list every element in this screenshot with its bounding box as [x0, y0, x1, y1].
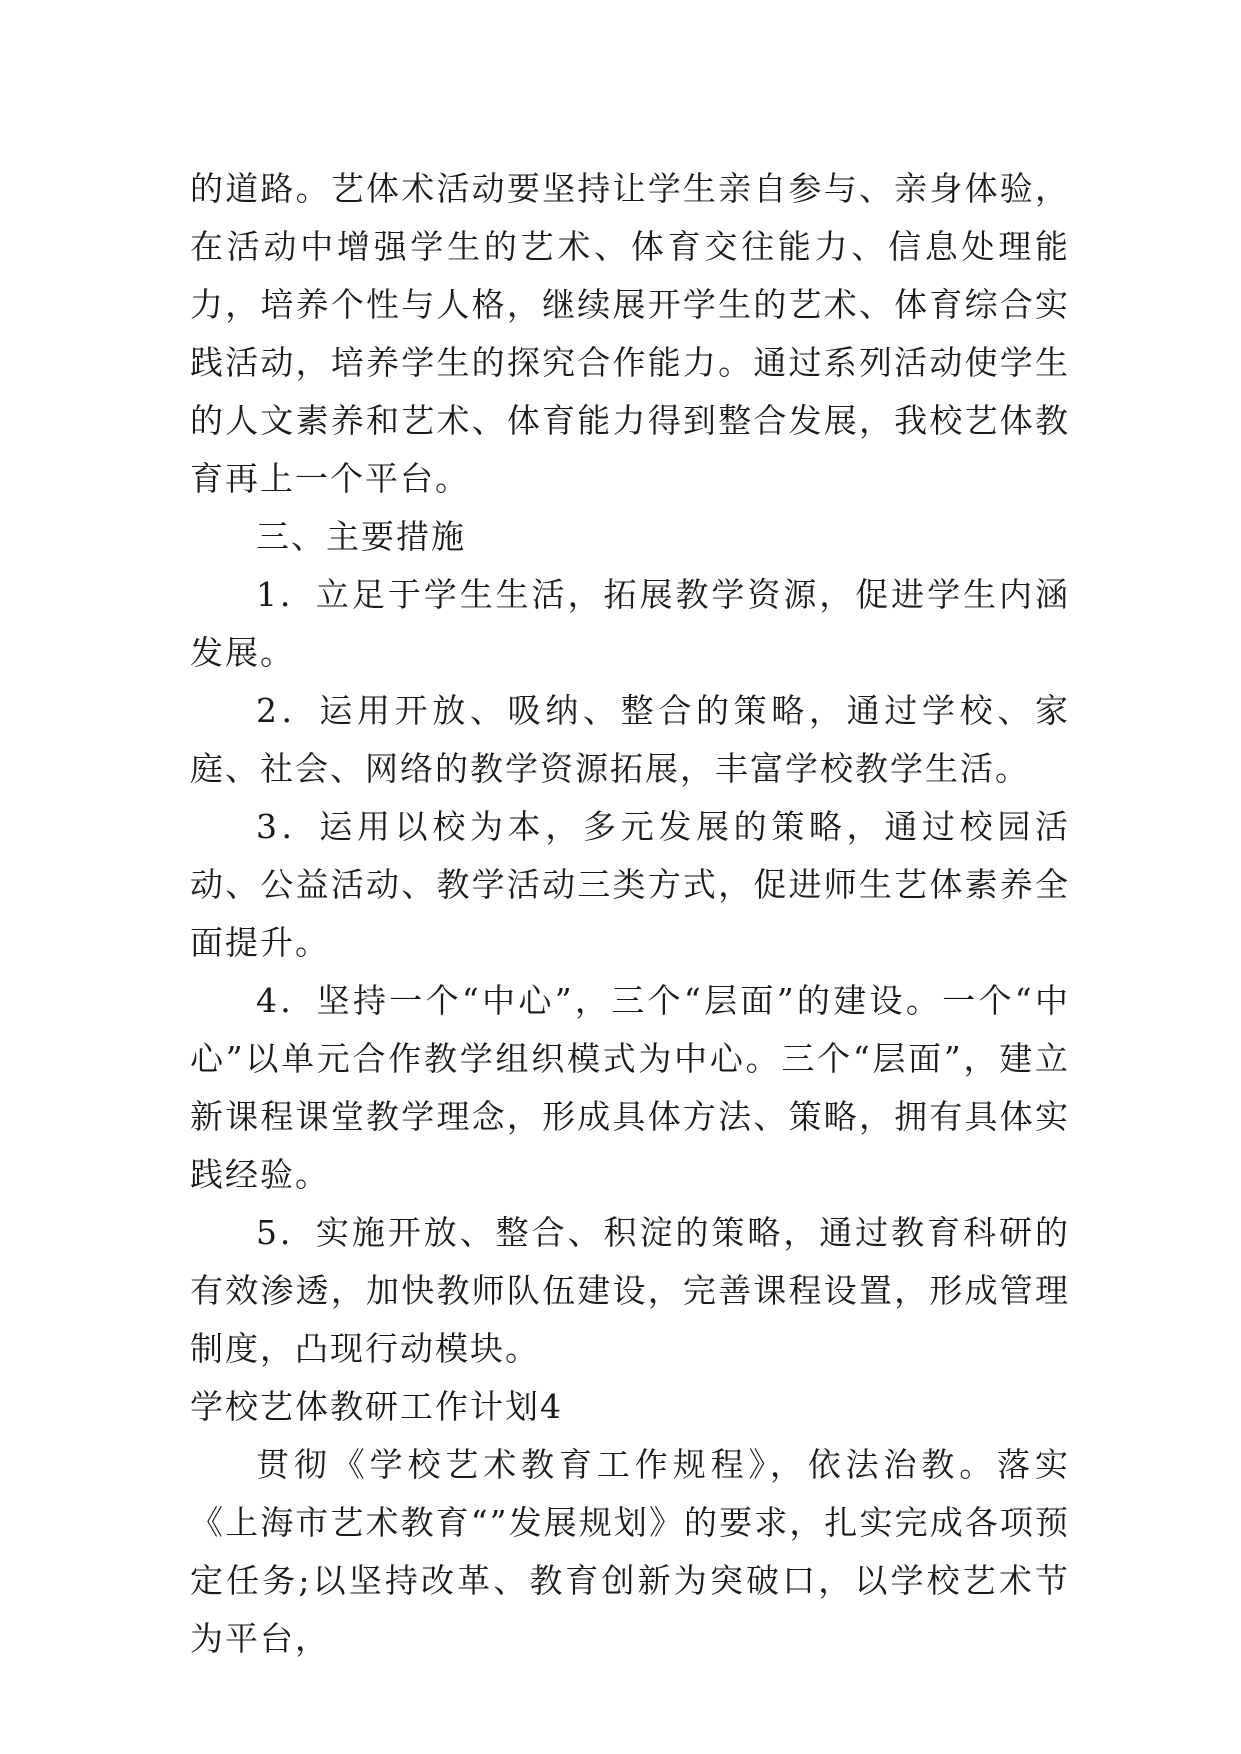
paragraph-measure-4: 4．坚持一个“中心”，三个“层面”的建设。一个“中心”以单元合作教学组织模式为中心。三个“层面”，建立新课程课堂教学理念，形成具体方法、策略，拥有具体实践经验。: [190, 981, 1070, 1194]
paragraph-continuation: 的道路。艺体术活动要坚持让学生亲自参与、亲身体验，在活动中增强学生的艺术、体育交往能力、信息处理能力，培养个性与人格，继续展开学生的艺术、体育综合实践活动，培养学生的探究合作能力。通过系列活动使学生的人文素养和艺术、体育能力得到整合发展，我校艺体教育再上一个平台。: [190, 169, 1070, 498]
subheading-main-measures: 三、主要措施: [256, 517, 466, 556]
paragraph-plan-4-intro: 贯彻《学校艺术教育工作规程》，依法治教。落实《上海市艺术教育“”发展规划》的要求，扎实完成各项预定任务;以坚持改革、教育创新为突破口，以学校艺术节为平台，: [190, 1445, 1070, 1658]
paragraph-measure-2: 2．运用开放、吸纳、整合的策略，通过学校、家庭、社会、网络的教学资源拓展，丰富学校教学生活。: [190, 691, 1070, 788]
paragraph-measure-3: 3．运用以校为本，多元发展的策略，通过校园活动、公益活动、教学活动三类方式，促进师生艺体素养全面提升。: [190, 807, 1070, 962]
document-page: [190, 160, 1070, 1668]
paragraph-measure-1: 1．立足于学生生活，拓展教学资源，促进学生内涵发展。: [190, 575, 1070, 672]
paragraph-measure-5: 5．实施开放、整合、积淀的策略，通过教育科研的有效渗透，加快教师队伍建设，完善课程设置，形成管理制度，凸现行动模块。: [190, 1213, 1070, 1368]
section-title: 学校艺体教研工作计划4: [190, 1387, 563, 1426]
